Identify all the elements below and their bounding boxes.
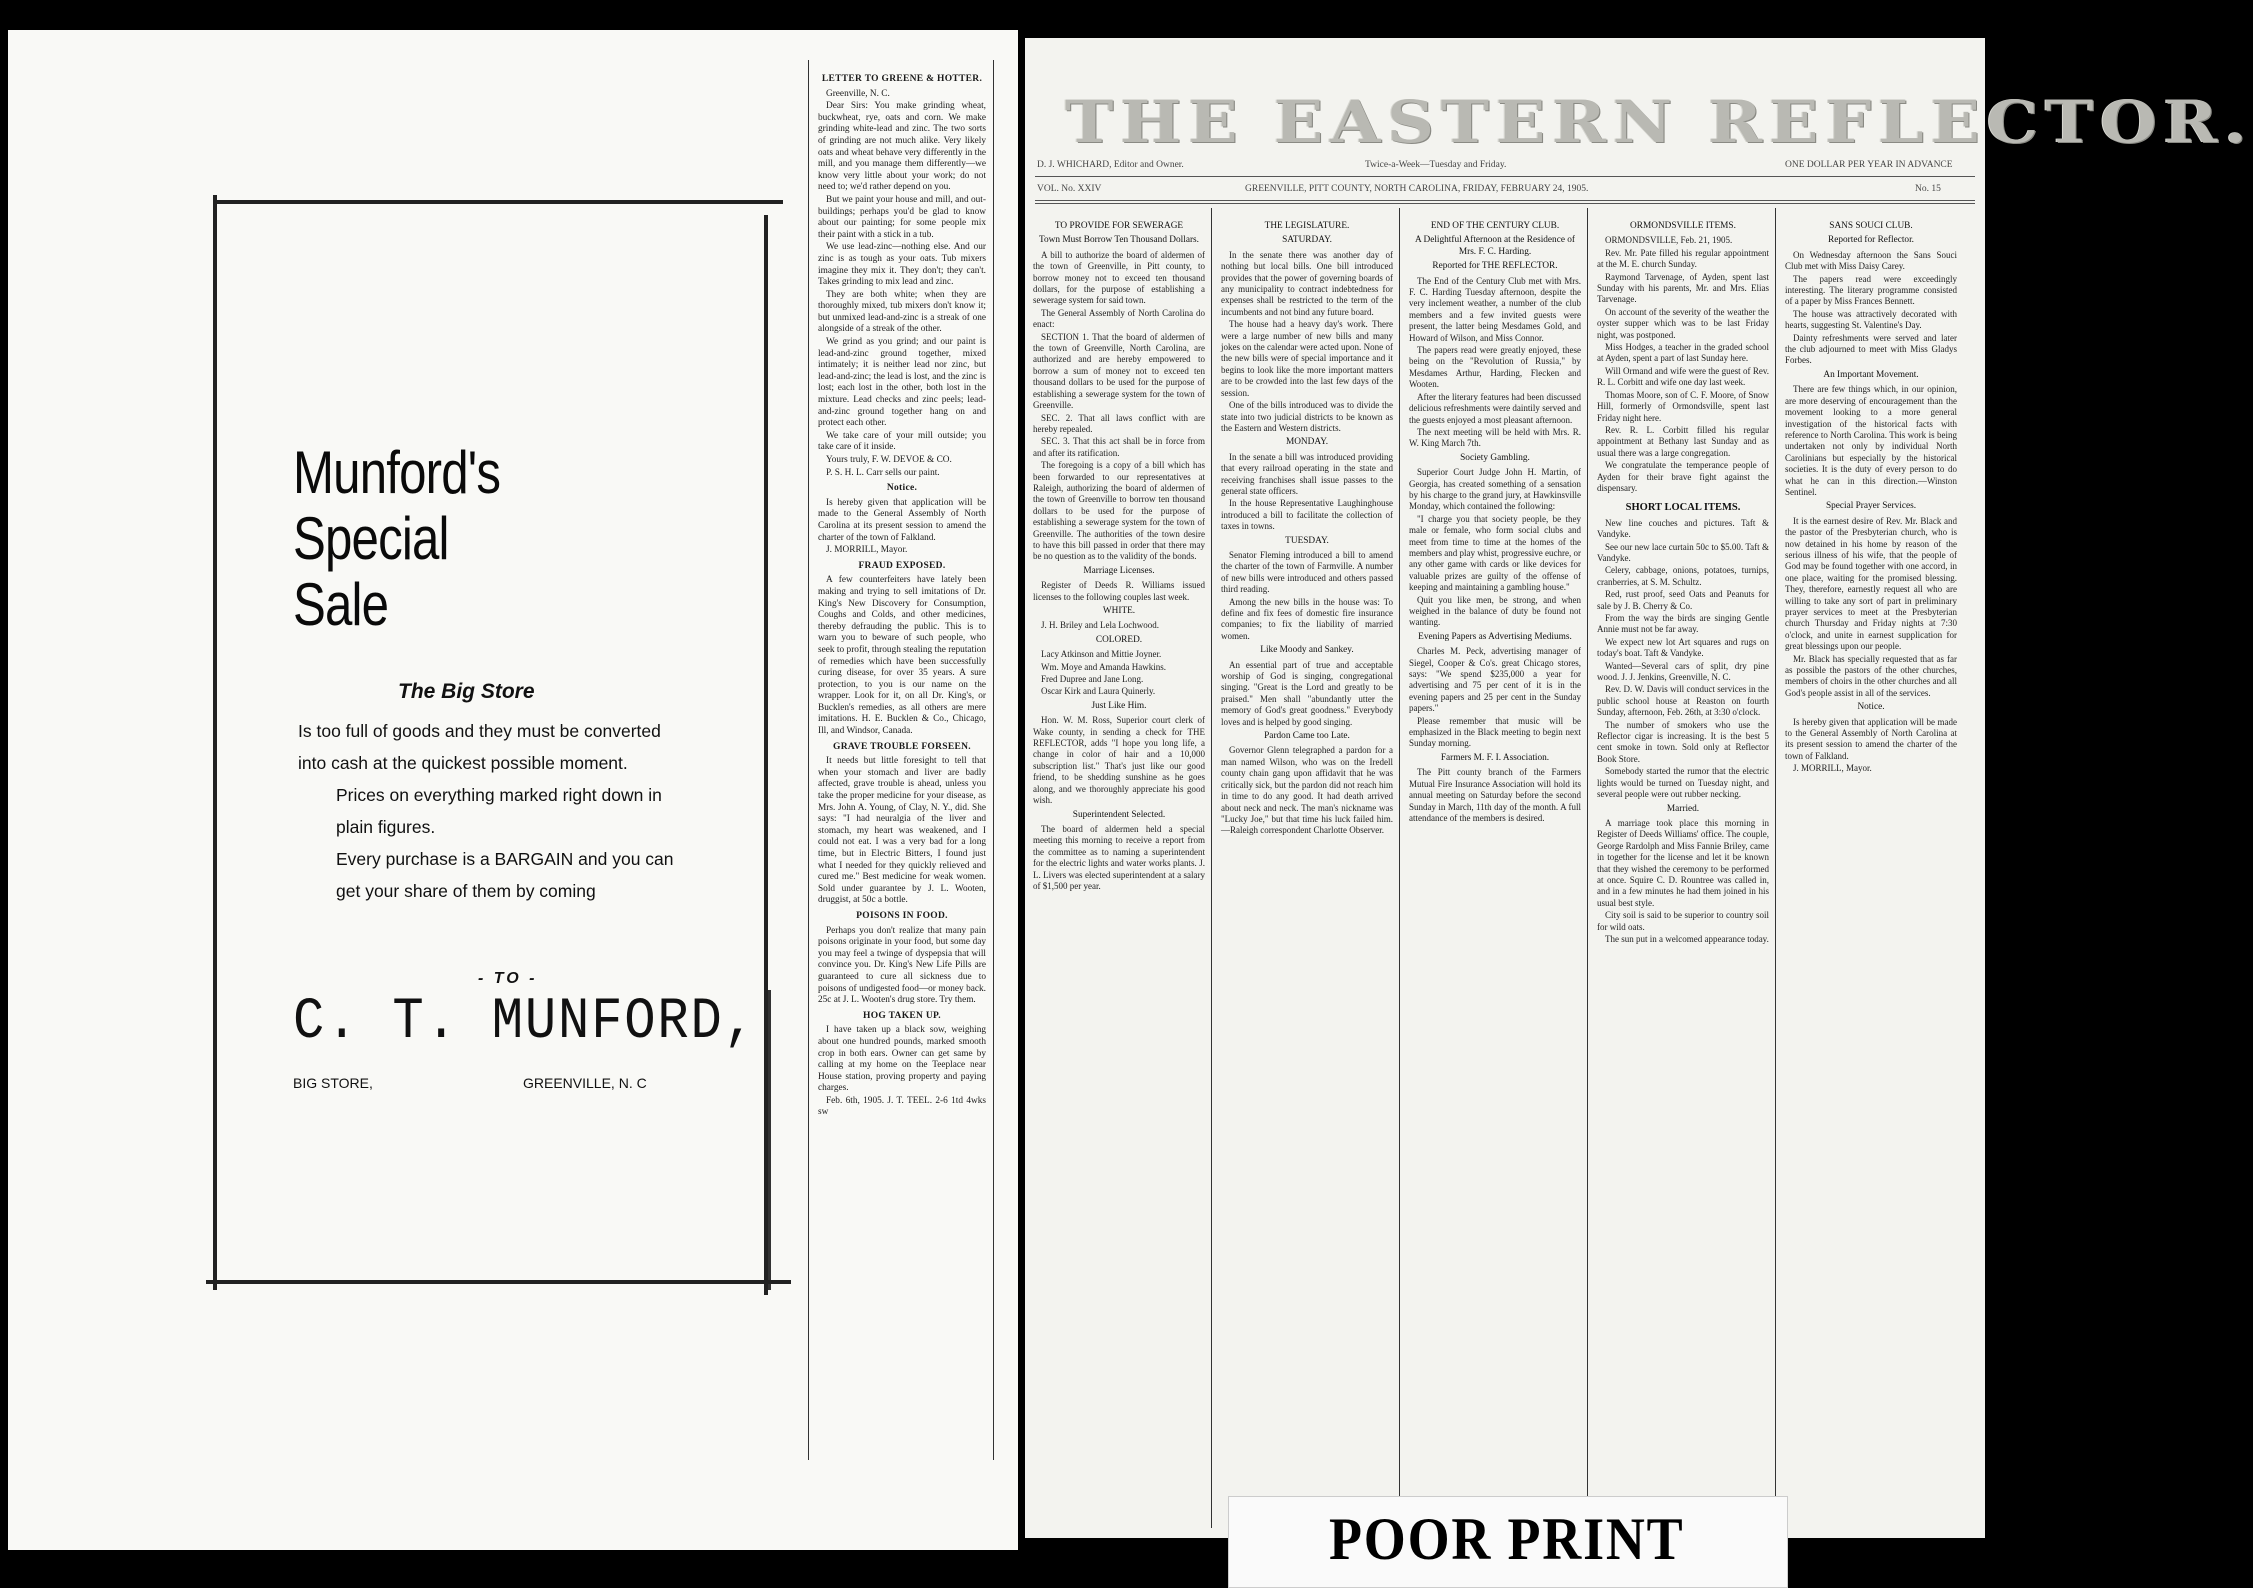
dateline: GREENVILLE, PITT COUNTY, NORTH CAROLINA, FRIDAY, FEBRUARY 24, 1905. — [1245, 184, 1589, 194]
article-subheading: Reported for Reflector. — [1828, 235, 1914, 246]
article-subheading: Marriage Licenses. — [1083, 565, 1155, 576]
issue-number: No. 15 — [1915, 184, 1941, 194]
masthead-frequency: Twice-a-Week—Tuesday and Friday. — [1365, 160, 1507, 170]
column-heading: TO PROVIDE FOR SEWERAGE — [1054, 221, 1184, 231]
column-rule — [1211, 208, 1212, 1528]
ad-store-name: The Big Store — [398, 680, 535, 703]
article-subheading: Reported for THE REFLECTOR. — [1432, 261, 1558, 272]
article-paragraph: Raymond Tarvenage, of Ayden, spent last Sunday with his parents, Mr. and Mrs. Elias Tarvenage. — [1597, 271, 1769, 305]
article-paragraph: Among the new bills in the house was: To define and fix fees of domestic fire insurance companies; to fix the liability of married women. — [1221, 596, 1393, 641]
column-rule — [808, 60, 809, 1460]
article-paragraph: Celery, cabbage, onions, potatoes, turnips, cranberries, at S. M. Schultz. — [1597, 565, 1769, 587]
column-rule — [1399, 208, 1400, 1528]
column-rule — [1587, 208, 1588, 1528]
article-paragraph: Mr. Black has specially requested that as far as possible the pastors of the other churches, members of choirs in the other churches and all God's people assist in all of the services. — [1785, 653, 1957, 698]
article-paragraph: The number of smokers who use the Reflector cigar is increasing. It is the best 5 cent smoke in town. Sold only at Reflector Book Store. — [1597, 719, 1769, 764]
article-paragraph: We take care of your mill outside; you take care of it inside. — [818, 430, 986, 453]
ad-border-top — [213, 200, 783, 204]
article-paragraph: Senator Fleming introduced a bill to amend the charter of the town of Farmville. A number of new bills were introduced and others passed third reading. — [1221, 549, 1393, 595]
left-page-column — [818, 70, 986, 1120]
ad-body-line: Every purchase is a BARGAIN and you can get your share of them by coming — [336, 849, 674, 901]
article-paragraph: There are few things which, in our opinion, are more deserving of encouragement than the movement looking to a more general investigation of the historical facts with reference to North Carolina. This work is being undertaken not only by individual North Carolinians but especially by the historical societies. It is the duty of every person to do what he can in this direction.—Winston Sentinel. — [1785, 384, 1957, 497]
article-subheading: COLORED. — [1095, 634, 1143, 645]
article-paragraph: Governor Glenn telegraphed a pardon for a man named Wilson, who was on the Iredell county chain gang upon affidavit that he was critically sick, but the pardon did not reach him in time to do any good. It had death arrived about neck and neck. The man's nickname was "Lucky Joe," but that time his luck failed him.—Raleigh correspondent Charlotte Observer. — [1221, 745, 1393, 836]
article-paragraph: In the senate a bill was introduced providing that every railroad operating in the state and receiving franchises shall issue passes to the general state officers. — [1221, 451, 1393, 496]
article-subheading: Farmers M. F. I. Association. — [1440, 752, 1550, 763]
ad-border-left — [213, 195, 217, 1290]
article-subheading: SATURDAY. — [1282, 235, 1332, 246]
ad-footer-right: GREENVILLE, N. C — [523, 1075, 647, 1091]
article-paragraph: Rev. D. W. Davis will conduct services in the public school house at Reaston on fourth Sunday, afternoon, Feb. 26th, at 3:30 o'clock. — [1597, 684, 1769, 718]
article-paragraph: But we paint your house and mill, and out-buildings; perhaps you'd be glad to know about our painting; for some people mix their paint with a stick in a tub. — [818, 194, 986, 240]
news-column-5 — [1785, 218, 1957, 776]
article-paragraph: City soil is said to be superior to country soil for wild oats. — [1597, 910, 1769, 932]
article-paragraph: We expect new lot Art squares and rugs on today's boat. Taft & Vandyke. — [1597, 636, 1769, 659]
ad-border-bottom — [206, 1280, 791, 1284]
article-subheading: Special Prayer Services. — [1825, 501, 1917, 512]
article-paragraph: The papers read were exceedingly interesting. The literary programme consisted of a paper by Miss Frances Bennett. — [1785, 273, 1957, 307]
article-paragraph: Register of Deeds R. Williams issued licenses to the following couples last week. — [1033, 580, 1205, 602]
newspaper-front-page — [1025, 38, 2253, 1538]
article-paragraph: The End of the Century Club met with Mrs. F. C. Harding Tuesday afternoon, despite the very inclement weather, a number of the club members and a few invited guests were present, the latter being Mesdames Gold, and Howard of Wilson, and Miss Connor. — [1409, 275, 1581, 343]
article-paragraph: After the literary features had been discussed delicious refreshments were daintily served and the guests enjoyed a most pleasant afternoon. — [1409, 391, 1581, 425]
ad-body-line: Prices on everything marked right down in plain figures. — [336, 785, 662, 837]
article-heading: LETTER TO GREENE & HOTTER. — [821, 74, 983, 84]
news-column-1 — [1033, 218, 1205, 893]
column-heading: END OF THE CENTURY CLUB. — [1430, 221, 1560, 231]
article-paragraph: Hon. W. M. Ross, Superior court clerk of Wake county, in sending a check for THE REFLECTOR, adds "I hope you long life, a change in color of hair and a 10,000 subscription list." That's just like our good friend, to be shedding sunshine as he goes along, and we thoroughly appreciate his good wish. — [1033, 715, 1205, 806]
article-paragraph: Is hereby given that application will be made to the General Assembly of North Carolina at its present session to amend the charter of the town of Falkland. — [818, 497, 986, 543]
article-paragraph: Lacy Atkinson and Mittie Joyner. — [1041, 649, 1162, 660]
ad-to: - TO - — [478, 970, 538, 987]
article-subheading: Notice. — [1857, 702, 1885, 713]
article-paragraph: We congratulate the temperance people of Ayden for their brave fight against the dispensary. — [1597, 460, 1769, 493]
dateline-rule — [1035, 203, 1975, 204]
article-paragraph: "I charge you that society people, be they male or female, who form social clubs and meet from time to time at the homes of the members and play whist, progressive euchre, or any other game with cards or like devices for valuable prizes are guilty of the offense of keeping and maintaining a gambling house." — [1409, 513, 1581, 593]
article-paragraph: We use lead-zinc—nothing else. And our zinc is as tough as your oats. Tub mixers imagine they mix it. They don't; they can't. Takes grinding to mix lead and zinc. — [818, 242, 986, 288]
article-paragraph: The sun put in a welcomed appearance today. — [1605, 933, 1769, 944]
article-paragraph: Red, rust proof, seed Oats and Peanuts for sale by J. B. Cherry & Co. — [1597, 589, 1769, 611]
article-heading: HOG TAKEN UP. — [863, 1010, 941, 1021]
article-subheading: A Delightful Afternoon at the Residence of Mrs. F. C. Harding. — [1414, 235, 1576, 257]
article-paragraph: Rev. R. L. Corbitt filled his regular appointment at Bethany last Sunday and as usual there was a large congregation. — [1597, 424, 1769, 458]
article-subheading: Pardon Came too Late. — [1264, 731, 1350, 742]
news-column-2 — [1221, 218, 1393, 838]
article-paragraph: From the way the birds are singing Gentle Annie must not be far away. — [1597, 613, 1769, 635]
section-heading: SHORT LOCAL ITEMS. — [1625, 502, 1741, 514]
ad-headline — [293, 440, 500, 638]
article-paragraph: I have taken up a black sow, weighing about one hundred pounds, marked smooth crop in both ears. Owner can get same by calling at my home on the Teeplace near House station, proving property and paying charges. — [818, 1025, 986, 1094]
article-subheading: WHITE. — [1102, 606, 1136, 616]
article-subheading: Just Like Him. — [1091, 700, 1147, 711]
article-paragraph: Charles M. Peck, advertising manager of Siegel, Cooper & Co's. great Chicago stores, says: "We spend $235,000 a year for advertising and 75 per cent of it is in the evening papers and 25 per cent in the Sunday papers." — [1409, 646, 1581, 714]
column-heading: ORMONDSVILLE ITEMS. — [1630, 221, 1736, 231]
article-paragraph: In the senate there was another day of nothing but local bills. One bill introduced provides that the power of governing boards of any municipality to contract indebtedness for expenses shall be restricted to the term of the incumbents and not bind any future board. — [1221, 249, 1393, 317]
article-paragraph: Dear Sirs: You make grinding wheat, buckwheat, rye, oats and corn. We make grinding white-lead and zinc. The two sorts of grinding are not much alike. Very likely oats and wheat behave very differently in the mill, and you manage them differently—we know very little about your work; do not need to; we'd rather depend on you. — [818, 101, 986, 193]
masthead-editor: D. J. WHICHARD, Editor and Owner. — [1037, 160, 1184, 170]
article-subheading: Town Must Borrow Ten Thousand Dollars. — [1038, 235, 1199, 246]
article-paragraph: We grind as you grind; and our paint is lead-and-zinc ground together, mixed intimately; it is neither lead nor zinc, but lead-and-zinc; the lead is lost, and the zinc is lost; each lost in the other, both lost in the mixture. Lead checks and zinc peels; lead-and-zinc ground together hang on and protect each other. — [818, 337, 986, 429]
article-paragraph: The papers read were greatly enjoyed, these being on the "Revolution of Russia," by Mesdames Arthur, Harding, Flecken and Wooten. — [1409, 345, 1581, 390]
article-paragraph: It is the earnest desire of Rev. Mr. Black and the pastor of the Presbyterian church, who is now detained in his home by reason of the serious illness of his wife, that the people of God may be found together with one accord, in one place, waiting for the promised blessing. They, therefore, earnestly request all who are willing to take any sort of part in preliminary prayer services to meet at the Presbyterian church Thursday and Friday nights at 7:30 o'clock, and unite in earnest supplication for great blessings upon our people. — [1785, 515, 1957, 652]
masthead-price: ONE DOLLAR PER YEAR IN ADVANCE — [1785, 160, 1953, 170]
article-paragraph: See our new lace curtain 50c to $5.00. Taft & Vandyke. — [1597, 541, 1769, 563]
article-paragraph: The next meeting will be held with Mrs. R. W. King March 7th. — [1409, 426, 1581, 449]
article-paragraph: Perhaps you don't realize that many pain poisons originate in your food, but some day you may feel a twinge of dyspepsia that will convince you. Dr. King's New Life Pills are guaranteed to cure all sickness due to poisons of undigested food—or money back. 25c at J. L. Wooten's drug store. Try them. — [818, 925, 986, 1006]
column-rule — [1775, 208, 1776, 1528]
article-subheading: Evening Papers as Advertising Mediums. — [1418, 631, 1572, 642]
ad-body-line: Is too full of goods and they must be converted into cash at the quickest possible moment. — [298, 721, 661, 773]
article-subheading: An Important Movement. — [1823, 369, 1919, 380]
volume-number: VOL. No. XXIV — [1037, 184, 1102, 194]
article-paragraph: Rev. Mr. Pate filled his regular appointment at the M. E. church Sunday. — [1597, 247, 1769, 270]
article-paragraph: Feb. 6th, 1905. J. T. TEEL. 2-6 1td 4wks sw — [818, 1095, 986, 1118]
article-paragraph: Quit you like men, be strong, and when weighed in the balance of duty be found not wanting. — [1409, 594, 1581, 628]
article-paragraph: P. S. H. L. Carr sells our paint. — [826, 467, 940, 478]
article-paragraph: Yours truly, F. W. DEVOE & CO. — [826, 455, 952, 465]
ad-headline-line: Sale — [293, 571, 389, 638]
article-paragraph: SEC. 2. That all laws conflict with are hereby repealed. — [1033, 412, 1205, 434]
article-heading: Notice. — [886, 483, 918, 494]
article-paragraph: Will Ormand and wife were the guest of Rev. R. L. Corbitt and wife one day last week. — [1597, 365, 1769, 388]
ad-headline-line: Munford's — [293, 439, 501, 506]
article-paragraph: SECTION 1. That the board of aldermen of the town of Greenville, North Carolina, are authorized and are hereby empowered to borrow a sum of money not to exceed ten thousand dollars to be used for the purpose of establishing a sewerage system for the town of Greenville. — [1033, 331, 1205, 411]
article-paragraph: Superior Court Judge John H. Martin, of Georgia, has created something of a sensation by his charge to the grand jury, at Hawkinsville Monday, which contained the following: — [1409, 467, 1581, 512]
article-paragraph: A bill to authorize the board of aldermen of the town of Greenville, in Pitt county, to borrow money not to exceed ten thousand dollars, for the purpose of establishing a sewerage system for said town. — [1033, 249, 1205, 306]
article-paragraph: Oscar Kirk and Laura Quinerly. — [1041, 686, 1156, 697]
article-paragraph: J. H. Briley and Lela Lochwood. — [1041, 620, 1159, 631]
article-subheading: MONDAY. — [1285, 437, 1329, 448]
poor-print-label: POOR PRINT — [1329, 1506, 1685, 1572]
article-paragraph: The board of aldermen held a special meeting this morning to receive a report from the committee as to naming a superintendent for the electric lights and water works plants. J. L. Livers was elected superintendent at a salary of $1,500 per year. — [1033, 823, 1205, 891]
article-paragraph: On account of the severity of the weather the oyster supper which was to be last Friday night, was postponed. — [1597, 306, 1769, 340]
article-paragraph: One of the bills introduced was to divide the state into two judicial districts to be known as the Eastern and Western districts. — [1221, 400, 1393, 433]
article-paragraph: J. MORRILL, Mayor. — [1793, 763, 1872, 774]
article-paragraph: An essential part of true and acceptable worship of God is singing, congregational singing. "Great is the Lord and greatly to be praised." Men shall "abundantly utter the memory of God's great goodness." Everybody loves and is helped by good singing. — [1221, 659, 1393, 727]
article-paragraph: A few counterfeiters have lately been making and trying to sell imitations of Dr. King's New Discovery for Consumption, Coughs and Colds, and other medicines, thereby defrauding the public. This is to warn you to beware of such people, who seek to profit, through stealing the reputation of remedies which have been successfully curing disease, for over 35 years. A sure protection, to you is our name on the wrapper. Look for it, on all Dr. King's, or Bucklen's remedies, as all others are mere imitations. H. E. Bucklen & Co., Chicago, Ill, and Windsor, Canada. — [818, 575, 986, 737]
article-subheading: TUESDAY. — [1285, 535, 1329, 546]
article-subheading: Married. — [1666, 803, 1700, 814]
masthead-title: THE EASTERN REFLECTOR. — [1065, 88, 2253, 156]
article-paragraph: Greenville, N. C. — [826, 88, 890, 99]
article-paragraph: Dainty refreshments were served and later the club adjourned to meet with Miss Gladys Forbes. — [1785, 332, 1957, 366]
article-paragraph: J. MORRILL, Mayor. — [826, 545, 908, 556]
ad-merchant-name: C. T. MUNFORD, — [293, 990, 757, 1055]
article-paragraph: Miss Hodges, a teacher in the graded school at Ayden, spent a part of last Sunday here. — [1597, 342, 1769, 364]
poor-print-stamp — [1228, 1496, 1788, 1588]
article-heading: FRAUD EXPOSED. — [858, 560, 946, 571]
article-paragraph: The General Assembly of North Carolina do enact: — [1033, 307, 1205, 330]
ad-border-right-inner — [768, 990, 771, 1290]
article-paragraph: Fred Dupree and Jane Long. — [1041, 674, 1144, 685]
article-heading: POISONS IN FOOD. — [856, 910, 948, 921]
ad-to-label: TO — [493, 970, 522, 987]
article-paragraph: The foregoing is a copy of a bill which has been forwarded to our representatives at Raleigh, authorizing the board of aldermen of the town of Greenville to borrow ten thousand dollars to be used for the purpose of establishing a sewerage system for the town of Greenville. The authorities of the town desire to have this bill passed in order that there may be no question as to the validity of the bonds. — [1033, 460, 1205, 562]
article-subheading: Like Moody and Sankey. — [1260, 645, 1354, 656]
news-column-4 — [1597, 218, 1769, 946]
column-heading: THE LEGISLATURE. — [1264, 221, 1350, 231]
article-paragraph: On Wednesday afternoon the Sans Souci Club met with Miss Daisy Carey. — [1785, 249, 1957, 272]
article-paragraph: Wm. Moye and Amanda Hawkins. — [1041, 661, 1166, 672]
dateline-rule — [1035, 200, 1975, 201]
article-subheading: Society Gambling. — [1460, 452, 1530, 463]
article-paragraph: In the house Representative Laughinghouse introduced a bill to facilitate the collection of taxes in towns. — [1221, 498, 1393, 532]
article-paragraph: The house was attractively decorated with hearts, suggesting St. Valentine's Day. — [1785, 308, 1957, 331]
article-paragraph: SEC. 3. That this act shall be in force from and after its ratification. — [1033, 436, 1205, 458]
article-subheading: Superintendent Selected. — [1072, 809, 1166, 820]
article-paragraph: New line couches and pictures. Taft & Vandyke. — [1597, 517, 1769, 540]
article-paragraph: ORMONDSVILLE, Feb. 21, 1905. — [1605, 235, 1733, 246]
article-paragraph: Wanted—Several cars of split, dry pine wood. J. J. Jenkins, Greenville, N. C. — [1597, 660, 1769, 683]
article-paragraph: A marriage took place this morning in Register of Deeds Williams' office. The couple, George Rardolph and Miss Fannie Briley, came in together for the license and let it be known that they wished the ceremony to be performed at once. Squire C. D. Rountree was called in, and in a few minutes he had them joined in his usual best style. — [1597, 817, 1769, 908]
article-paragraph: The Pitt county branch of the Farmers Mutual Fire Insurance Association will hold its annual meeting on Saturday before the second Sunday in March, 11th day of the month. A full attendance of the members is desired. — [1409, 767, 1581, 823]
news-column-3 — [1409, 218, 1581, 825]
article-paragraph: Is hereby given that application will be made to the General Assembly of North Carolina at its present session to amend the charter of the town of Falkland. — [1785, 716, 1957, 761]
article-paragraph: The house had a heavy day's work. There were a large number of new bills and many jokes on the calendar were acted upon. None of the new bills were of special importance and it begins to look like the more important matters are to be crowded into the last few days of the session. — [1221, 319, 1393, 398]
column-heading: SANS SOUCI CLUB. — [1829, 221, 1913, 231]
article-paragraph: Somebody started the rumor that the electric lights would be turned on Tuesday night, and several people were out rubber necking. — [1597, 766, 1769, 800]
article-paragraph: Thomas Moore, son of C. F. Moore, of Snow Hill, formerly of Ormondsville, spent last Friday night here. — [1597, 389, 1769, 423]
article-paragraph: It needs but little foresight to tell that when your stomach and liver are badly affected, grave trouble is ahead, unless you take the proper medicine for your disease, as Mrs. John A. Young, of Clay, N. Y., did. She says: "I had neuralgia of the liver and stomach, my heart was weakened, and I could not eat. I was a very bad for a long time, but in Electric Bitters, I found just what I needed for they quickly relieved and cured me." Best medicine for weak women. Sold under guarantee by J. L. Wooten, druggist, at 50c a bottle. — [818, 756, 986, 906]
article-paragraph: Please remember that music will be emphasized in the Black meeting to begin next Sunday morning. — [1409, 715, 1581, 749]
masthead-rule — [1035, 176, 1975, 177]
left-page — [8, 30, 1018, 1550]
ad-body — [298, 715, 678, 907]
ad-headline-line: Special — [293, 505, 449, 572]
column-rule — [993, 60, 994, 1460]
article-paragraph: They are both white; when they are thoroughly mixed, tub mixers don't know it; but unmixed lead-and-zinc is a streak of one alongside of a streak of the other. — [818, 289, 986, 335]
article-heading: GRAVE TROUBLE FORSEEN. — [833, 741, 971, 752]
ad-footer-left: BIG STORE, — [293, 1075, 373, 1091]
